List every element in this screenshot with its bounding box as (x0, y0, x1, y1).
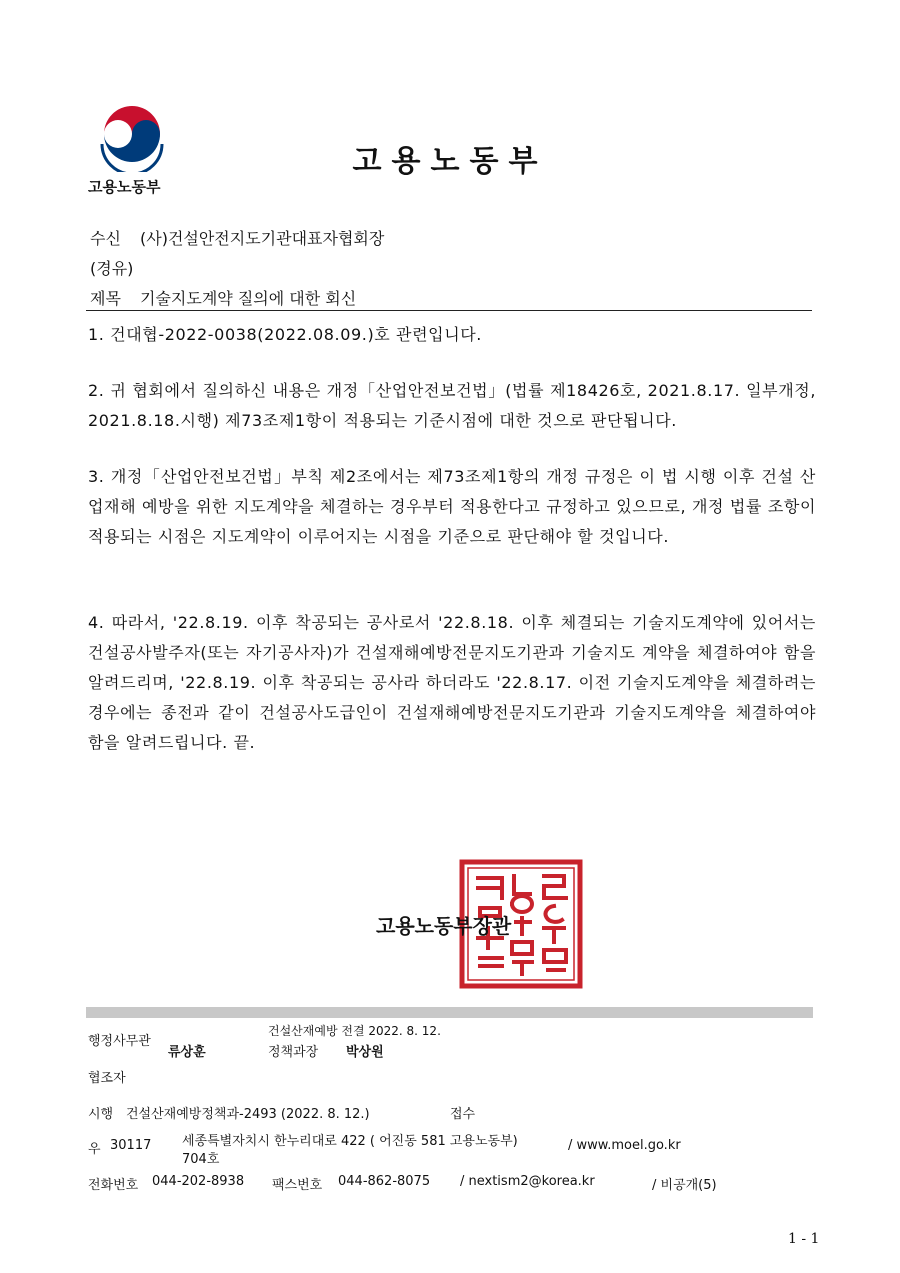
page-number: 1 - 1 (788, 1231, 820, 1247)
disclosure-status: / 비공개(5) (652, 1178, 717, 1193)
phone-label: 전화번호 (88, 1178, 139, 1193)
phone-number: 044-202-8938 (152, 1174, 245, 1189)
footer-band (86, 1007, 813, 1018)
recipient-row (90, 226, 384, 249)
page-title: 고용노동부 (352, 144, 548, 179)
logo-text: 고용노동부 (88, 178, 161, 196)
fax-number: 044-862-8075 (338, 1174, 431, 1189)
director-name: 박상원 (346, 1045, 384, 1060)
recipient-value: (사)건설안전지도기관대표자협회장 (140, 229, 385, 248)
paragraph-4: 4. 따라서, '22.8.19. 이후 착공되는 공사로서 '22.8.18. 이후 체결되는 기술지도계약에 있어서는 건설공사발주자(또는 자기공사자)가 건설재해예방전문지도기관과 기술지도 계약을 체결하여야 함을 알려드리며, '22.8.19. 이후 착공되는 공사라 하더라도 '22.8.17. 이전 기술지도계약을 체결하려는 경우에는 종전과 같이 건설공사도급인이 건설재해예방전문지도기관과 기술지도계약을 체결하여야 함을 알려드립니다. 끝. (88, 613, 816, 752)
address-line2: 704호 (182, 1152, 220, 1167)
email-link[interactable]: / nextism2@korea.kr (460, 1174, 595, 1189)
header-divider (86, 310, 812, 311)
website-link[interactable]: / www.moel.go.kr (568, 1138, 681, 1153)
paragraph-3: 3. 개정「산업안전보건법」부칙 제2조에서는 제73조제1항의 개정 규정은 이 법 시행 이후 건설 산업재해 예방을 위한 지도계약을 체결하는 경우부터 적용한다고 규정하고 있으므로, 개정 법률 조항이 적용되는 시점은 지도계약이 이루어지는 시점을 기준으로 판단해야 할 것입니다. (88, 467, 816, 546)
paragraph-2: 2. 귀 협회에서 질의하신 내용은 개정「산업안전보건법」(법률 제18426호, 2021.8.17. 일부개정, 2021.8.18.시행) 제73조제1항이 적용되는 기준시점에 대한 것으로 판단됩니다. (88, 381, 816, 430)
director-label: 정책과장 (268, 1045, 319, 1060)
admin-officer-name: 류상훈 (168, 1045, 206, 1060)
subject-value: 기술지도계약 질의에 대한 회신 (140, 289, 357, 308)
address-line1: 세종특별자치시 한누리대로 422 ( 어진동 581 고용노동부) (182, 1134, 518, 1149)
postal-code: 30117 (110, 1138, 152, 1153)
fax-label: 팩스번호 (272, 1178, 323, 1193)
subject-row (90, 286, 356, 309)
paragraph-1: 1. 건대협-2022-0038(2022.08.09.)호 관련입니다. (88, 325, 482, 344)
enforce-value: 건설산재예방정책과-2493 (2022. 8. 12.) (126, 1107, 370, 1122)
postal-label: 우 (88, 1142, 101, 1157)
subject-label: 제목 (90, 289, 121, 308)
via-row: (경유) (90, 259, 134, 278)
approval-note: 건설산재예방 전결 2022. 8. 12. (268, 1024, 441, 1038)
receipt-label: 접수 (450, 1107, 476, 1122)
sender-signature: 고용노동부장관 (376, 914, 512, 938)
enforce-label: 시행 (88, 1107, 114, 1122)
recipient-label: 수신 (90, 229, 121, 248)
cooperator-label: 협조자 (88, 1071, 126, 1086)
admin-officer-label: 행정사무관 (88, 1034, 151, 1049)
